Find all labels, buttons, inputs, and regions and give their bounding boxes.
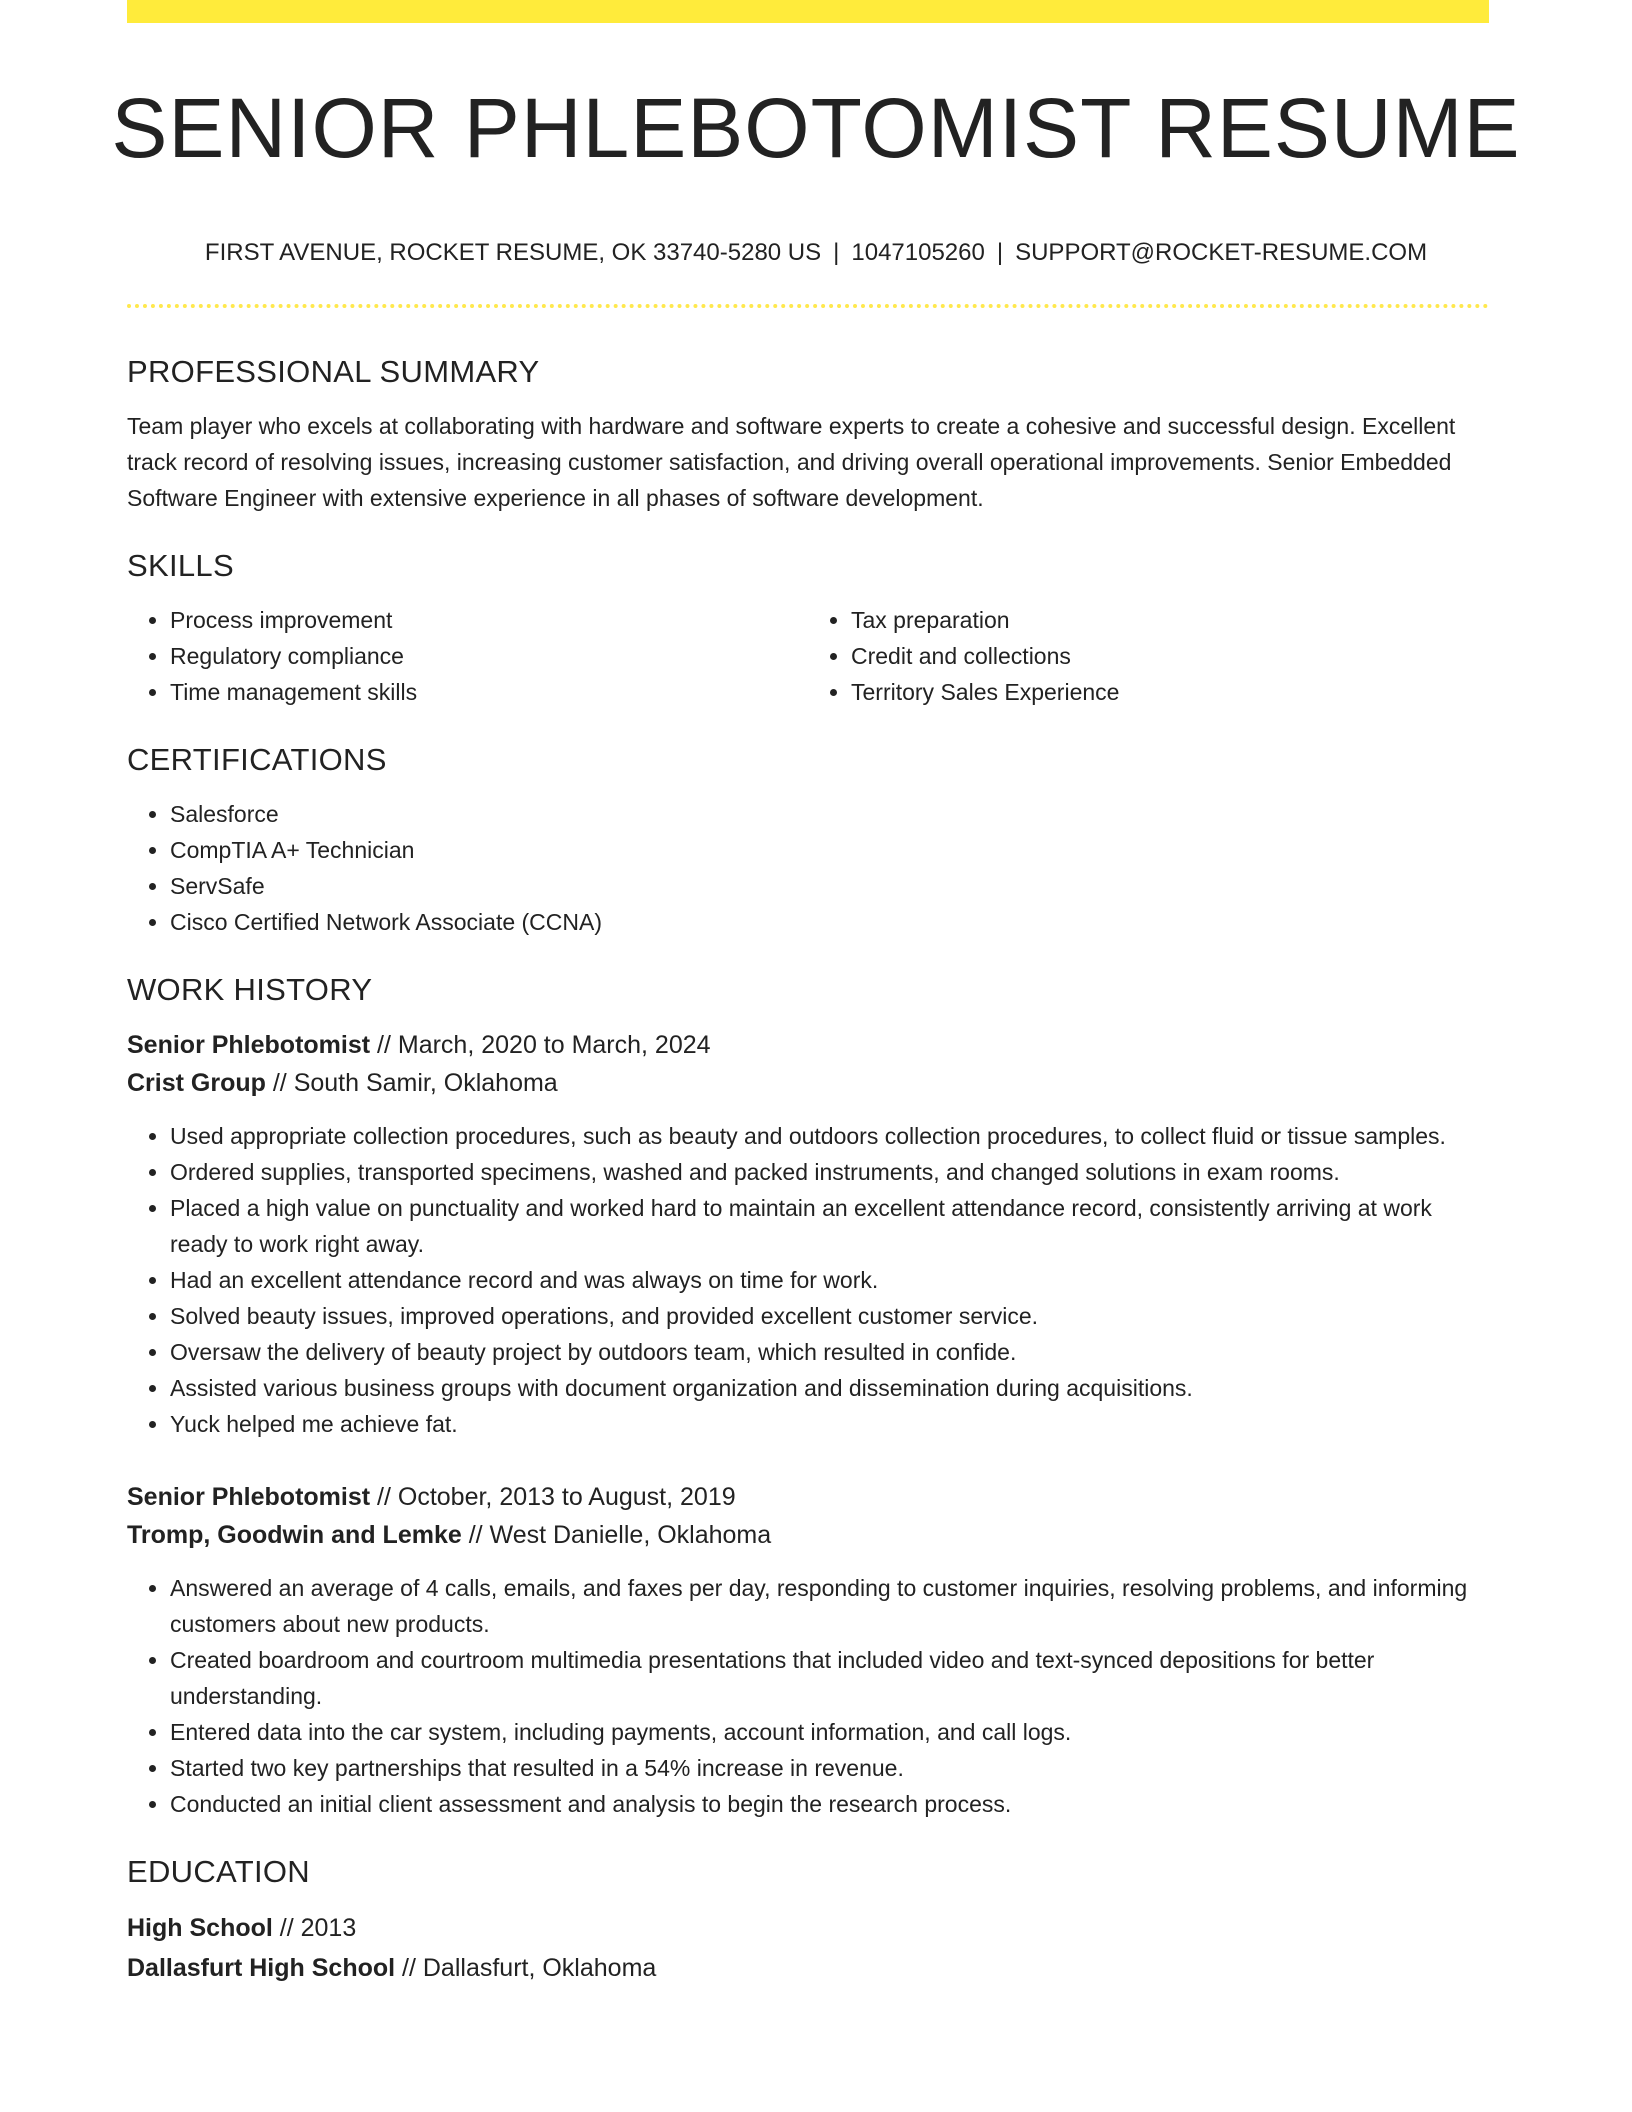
accent-bar <box>127 0 1489 23</box>
contact-address: FIRST AVENUE, ROCKET RESUME, OK 33740-5280 US <box>204 239 822 266</box>
summary-text: Team player who excels at collaborating with hardware and software experts to create a cohesive and successful design. Excellent track record of resolving issues, increasing customer satisfaction, and driving overall operational improvements. Senior Embedded Software Engineer with extensive experience in all phases of software development. <box>127 413 1456 511</box>
job-dates: // October, 2013 to August, 2019 <box>370 1483 736 1511</box>
contact-phone: 1047105260 <box>851 239 985 266</box>
job-bullet: • Yuck helped me achieve fat. <box>170 1406 1489 1442</box>
contact-line <box>0 236 1632 270</box>
job-title: Senior Phlebotomist <box>127 1483 371 1511</box>
dotted-divider <box>127 304 1489 308</box>
resume-content <box>127 352 1489 1988</box>
page-title: SENIOR PHLEBOTOMIST RESUME <box>111 81 1521 175</box>
skills-columns <box>127 602 1489 710</box>
summary-section <box>127 352 1489 516</box>
certification-item: • ServSafe <box>170 868 1489 904</box>
job-bullet: • Had an excellent attendance record and was always on time for work. <box>170 1262 1489 1298</box>
contact-separator: | <box>996 239 1004 266</box>
skills-heading: SKILLS <box>127 548 234 583</box>
contact-email: SUPPORT@ROCKET-RESUME.COM <box>1015 239 1428 266</box>
job-bullet: • Oversaw the delivery of beauty project by outdoors team, which resulted in confide. <box>170 1334 1489 1370</box>
job-bullets <box>127 1570 1489 1822</box>
job-bullet: • Entered data into the car system, including payments, account information, and call logs. <box>170 1714 1489 1750</box>
job-bullet: • Ordered supplies, transported specimens, washed and packed instruments, and changed solutions in exam rooms. <box>170 1154 1489 1190</box>
education-degree: High School <box>127 1914 273 1942</box>
job-bullet: • Used appropriate collection procedures, such as beauty and outdoors collection procedures, to collect fluid or tissue samples. <box>170 1118 1489 1154</box>
skill-item: • Territory Sales Experience <box>851 674 1489 710</box>
job-company-line <box>127 1516 1489 1554</box>
job-bullet: • Placed a high value on punctuality and worked hard to maintain an excellent attendance record, consistently arriving at work ready to work right away. <box>170 1190 1489 1262</box>
education-section <box>127 1852 1489 1988</box>
job-title: Senior Phlebotomist <box>127 1031 371 1059</box>
job-entry <box>127 1478 1489 1822</box>
contact-separator: | <box>833 239 840 266</box>
job-company-line <box>127 1064 1489 1102</box>
job-entry <box>127 1026 1489 1442</box>
skill-item: • Credit and collections <box>851 638 1489 674</box>
job-bullet: • Solved beauty issues, improved operations, and provided excellent customer service. <box>170 1298 1489 1334</box>
job-bullet: • Started two key partnerships that resulted in a 54% increase in revenue. <box>170 1750 1489 1786</box>
education-school-line <box>127 1948 1489 1988</box>
job-company: Crist Group <box>127 1069 266 1097</box>
job-location: // West Danielle, Oklahoma <box>461 1521 772 1549</box>
work-history-heading: WORK HISTORY <box>127 972 373 1007</box>
skill-item: • Time management skills <box>170 674 808 710</box>
job-bullet: • Assisted various business groups with document organization and dissemination during acquisitions. <box>170 1370 1489 1406</box>
job-bullet: • Created boardroom and courtroom multimedia presentations that included video and text-synced depositions for better understanding. <box>170 1642 1489 1714</box>
education-heading: EDUCATION <box>127 1854 310 1889</box>
job-title-line <box>127 1478 1489 1516</box>
job-bullets <box>127 1118 1489 1442</box>
job-location: // South Samir, Oklahoma <box>265 1069 558 1097</box>
education-location: // Dallasfurt, Oklahoma <box>395 1954 657 1982</box>
skill-item: • Regulatory compliance <box>170 638 808 674</box>
education-degree-line <box>127 1908 1489 1948</box>
certifications-section <box>127 740 1489 940</box>
job-company: Tromp, Goodwin and Lemke <box>127 1521 462 1549</box>
certification-item: • Salesforce <box>170 796 1489 832</box>
education-year: // 2013 <box>272 1914 357 1942</box>
job-dates: // March, 2020 to March, 2024 <box>370 1031 711 1059</box>
skills-section <box>127 546 1489 710</box>
skills-left-list <box>127 602 808 710</box>
certifications-heading: CERTIFICATIONS <box>127 742 387 777</box>
certification-item: • Cisco Certified Network Associate (CCNA) <box>170 904 1489 940</box>
job-title-line <box>127 1026 1489 1064</box>
work-history-section <box>127 970 1489 1822</box>
skill-item: • Process improvement <box>170 602 808 638</box>
certifications-list <box>127 796 1489 940</box>
education-entry <box>127 1908 1489 1988</box>
skill-item: • Tax preparation <box>851 602 1489 638</box>
summary-heading: PROFESSIONAL SUMMARY <box>127 354 540 389</box>
education-school: Dallasfurt High School <box>127 1954 396 1982</box>
job-bullet: • Answered an average of 4 calls, emails, and faxes per day, responding to customer inquiries, resolving problems, and informing customers about new products. <box>170 1570 1489 1642</box>
skills-right-list <box>808 602 1489 710</box>
job-bullet: • Conducted an initial client assessment and analysis to begin the research process. <box>170 1786 1489 1822</box>
certification-item: • CompTIA A+ Technician <box>170 832 1489 868</box>
